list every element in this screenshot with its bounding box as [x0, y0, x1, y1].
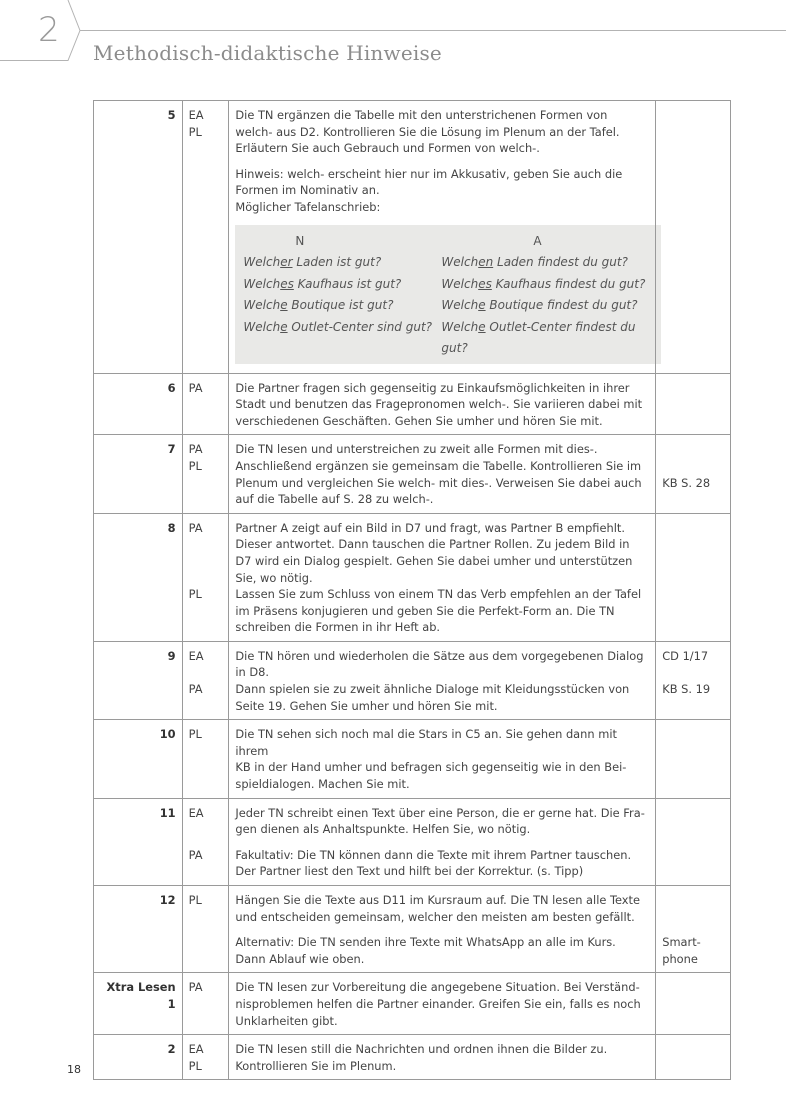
description-cell: Die TN lesen still die Nachrichten und ordnen ihnen die Bilder zu. Kontrollieren Sie im Plenum.: [229, 1035, 656, 1080]
form-cell: PA: [182, 973, 229, 1035]
form-cell: EA PL: [182, 1035, 229, 1080]
material-cell: [656, 373, 731, 435]
board-header-akkusativ: A: [533, 233, 542, 248]
description-cell: Die TN hören und wiederholen die Sätze aus dem vorgegebenen Dialog in D8. Dann spielen sie zu zweit ähnliche Dialoge mit Kleidungsstücken von Seite 19. Gehen Sie umher und hören Sie mit.: [229, 641, 656, 719]
material-cell: [656, 101, 731, 374]
material-cell: [656, 513, 731, 641]
table-row: [94, 720, 731, 798]
board-line: Welche Boutique findest du gut?: [441, 298, 638, 313]
step-cell: 7: [94, 435, 183, 513]
board-line: Welches Kaufhaus ist gut?: [243, 276, 402, 291]
material-cell: [656, 798, 731, 885]
form-cell: PA: [182, 373, 229, 435]
table-row: [94, 973, 731, 1035]
table-row: [94, 798, 731, 885]
table-row: [94, 641, 731, 719]
form-cell: PL: [182, 886, 229, 973]
form-cell: EA PA: [182, 641, 229, 719]
description-cell: Die TN ergänzen die Tabelle mit den unterstrichenen Formen von welch- aus D2. Kontrollieren Sie die Lösung im Plenum an der Tafel. Erläutern Sie auch Gebrauch und Formen von welch-. Hinweis: welch- erscheint hier nur im Akkusativ, geben Sie auch die Formen im Nominativ an. Möglicher Tafelanschrieb: N A Welcher Laden ist gut? Welchen Laden findest du gut? Welches Kaufhaus ist gut? Welches Kaufhaus findest du gut? Welche Boutique ist gut? Welche Boutique findest du gut? Welche Outlet-Center sind gut? Welche Outlet-Center findest du gut?: [229, 101, 656, 374]
board-header-nominativ: N: [295, 233, 305, 248]
description-cell: Die Partner fragen sich gegenseitig zu Einkaufsmöglichkeiten in ihrer Stadt und benutzen das Fragepronomen welch-. Sie variieren dabei mit verschiedenen Geschäften. Gehen Sie umher und hören Sie mit.: [229, 373, 656, 435]
description-cell: Die TN lesen und unterstreichen zu zweit alle Formen mit dies-. Anschließend ergänzen sie gemeinsam die Tabelle. Kontrollieren Sie im Plenum und vergleichen Sie welch- mit dies-. Verweisen Sie dabei auch auf die Tabelle auf S. 28 zu welch-.: [229, 435, 656, 513]
table-row: [94, 886, 731, 973]
board-line: Welche Outlet-Center sind gut?: [243, 319, 433, 334]
form-cell: EA PL: [182, 101, 229, 374]
board-line: Welchen Laden findest du gut?: [441, 255, 628, 270]
form-cell: EA PA: [182, 798, 229, 885]
step-cell: 12: [94, 886, 183, 973]
board-line: Welches Kaufhaus findest du gut?: [441, 276, 646, 291]
form-cell: PA PL: [182, 435, 229, 513]
lesson-table: [93, 100, 731, 1080]
page-number: 18: [67, 1063, 81, 1076]
material-cell: [656, 720, 731, 798]
step-cell: 6: [94, 373, 183, 435]
material-cell: KB S. 28: [656, 435, 731, 513]
description-cell: Jeder TN schreibt einen Text über eine Person, die er gerne hat. Die Fra- gen dienen als Anhaltspunkte. Helfen Sie, wo nötig. Fakultativ: Die TN können dann die Texte mit ihrem Partner tauschen. Der Partner liest den Text und hilft bei der Korrektur. (s. Tipp): [229, 798, 656, 885]
step-cell: 2: [94, 1035, 183, 1080]
step-cell: 8: [94, 513, 183, 641]
material-cell: Smart- phone: [656, 886, 731, 973]
table-row: [94, 373, 731, 435]
table-row: [94, 101, 731, 374]
material-cell: [656, 973, 731, 1035]
description-cell: Die TN sehen sich noch mal die Stars in C5 an. Sie gehen dann mit ihrem KB in der Hand umher und befragen sich gegenseitig wie in den Bei- spieldialogen. Machen Sie mit.: [229, 720, 656, 798]
blackboard-example: [235, 225, 661, 364]
step-cell: 10: [94, 720, 183, 798]
chapter-number: 2: [38, 10, 60, 50]
page-title: Methodisch-didaktische Hinweise: [93, 41, 442, 65]
table-row: [94, 435, 731, 513]
table-row: [94, 1035, 731, 1080]
board-line: Welcher Laden ist gut?: [243, 255, 382, 270]
description-cell: Partner A zeigt auf ein Bild in D7 und fragt, was Partner B empfiehlt. Dieser antwortet. Dann tauschen die Partner Rollen. Zu jedem Bild in D7 wird ein Dialog gespielt. Gehen Sie dabei umher und unterstützen Sie, wo nötig. Lassen Sie zum Schluss von einem TN das Verb empfehlen an der Tafel im Präsens konjugieren und geben Sie die Perfekt-Form an. Die TN schreiben die Formen in ihr Heft ab.: [229, 513, 656, 641]
description-cell: Hängen Sie die Texte aus D11 im Kursraum auf. Die TN lesen alle Texte und entscheiden gemeinsam, welcher den meisten am besten gefällt. Alternativ: Die TN senden ihre Texte mit WhatsApp an alle im Kurs. Dann Ablauf wie oben.: [229, 886, 656, 973]
board-line: Welche Outlet-Center findest du gut?: [441, 319, 636, 356]
table-row: [94, 513, 731, 641]
form-cell: PL: [182, 720, 229, 798]
description-cell: Die TN lesen zur Vorbereitung die angegebene Situation. Bei Verständ- nisproblemen helfen die Partner einander. Greifen Sie ein, falls es noch Unklarheiten gibt.: [229, 973, 656, 1035]
form-cell: PA PL: [182, 513, 229, 641]
step-cell: 5: [94, 101, 183, 374]
step-cell: 9: [94, 641, 183, 719]
step-cell: Xtra Lesen 1: [94, 973, 183, 1035]
step-cell: 11: [94, 798, 183, 885]
board-line: Welche Boutique ist gut?: [243, 298, 394, 313]
material-cell: [656, 1035, 731, 1080]
material-cell: CD 1/17 KB S. 19: [656, 641, 731, 719]
